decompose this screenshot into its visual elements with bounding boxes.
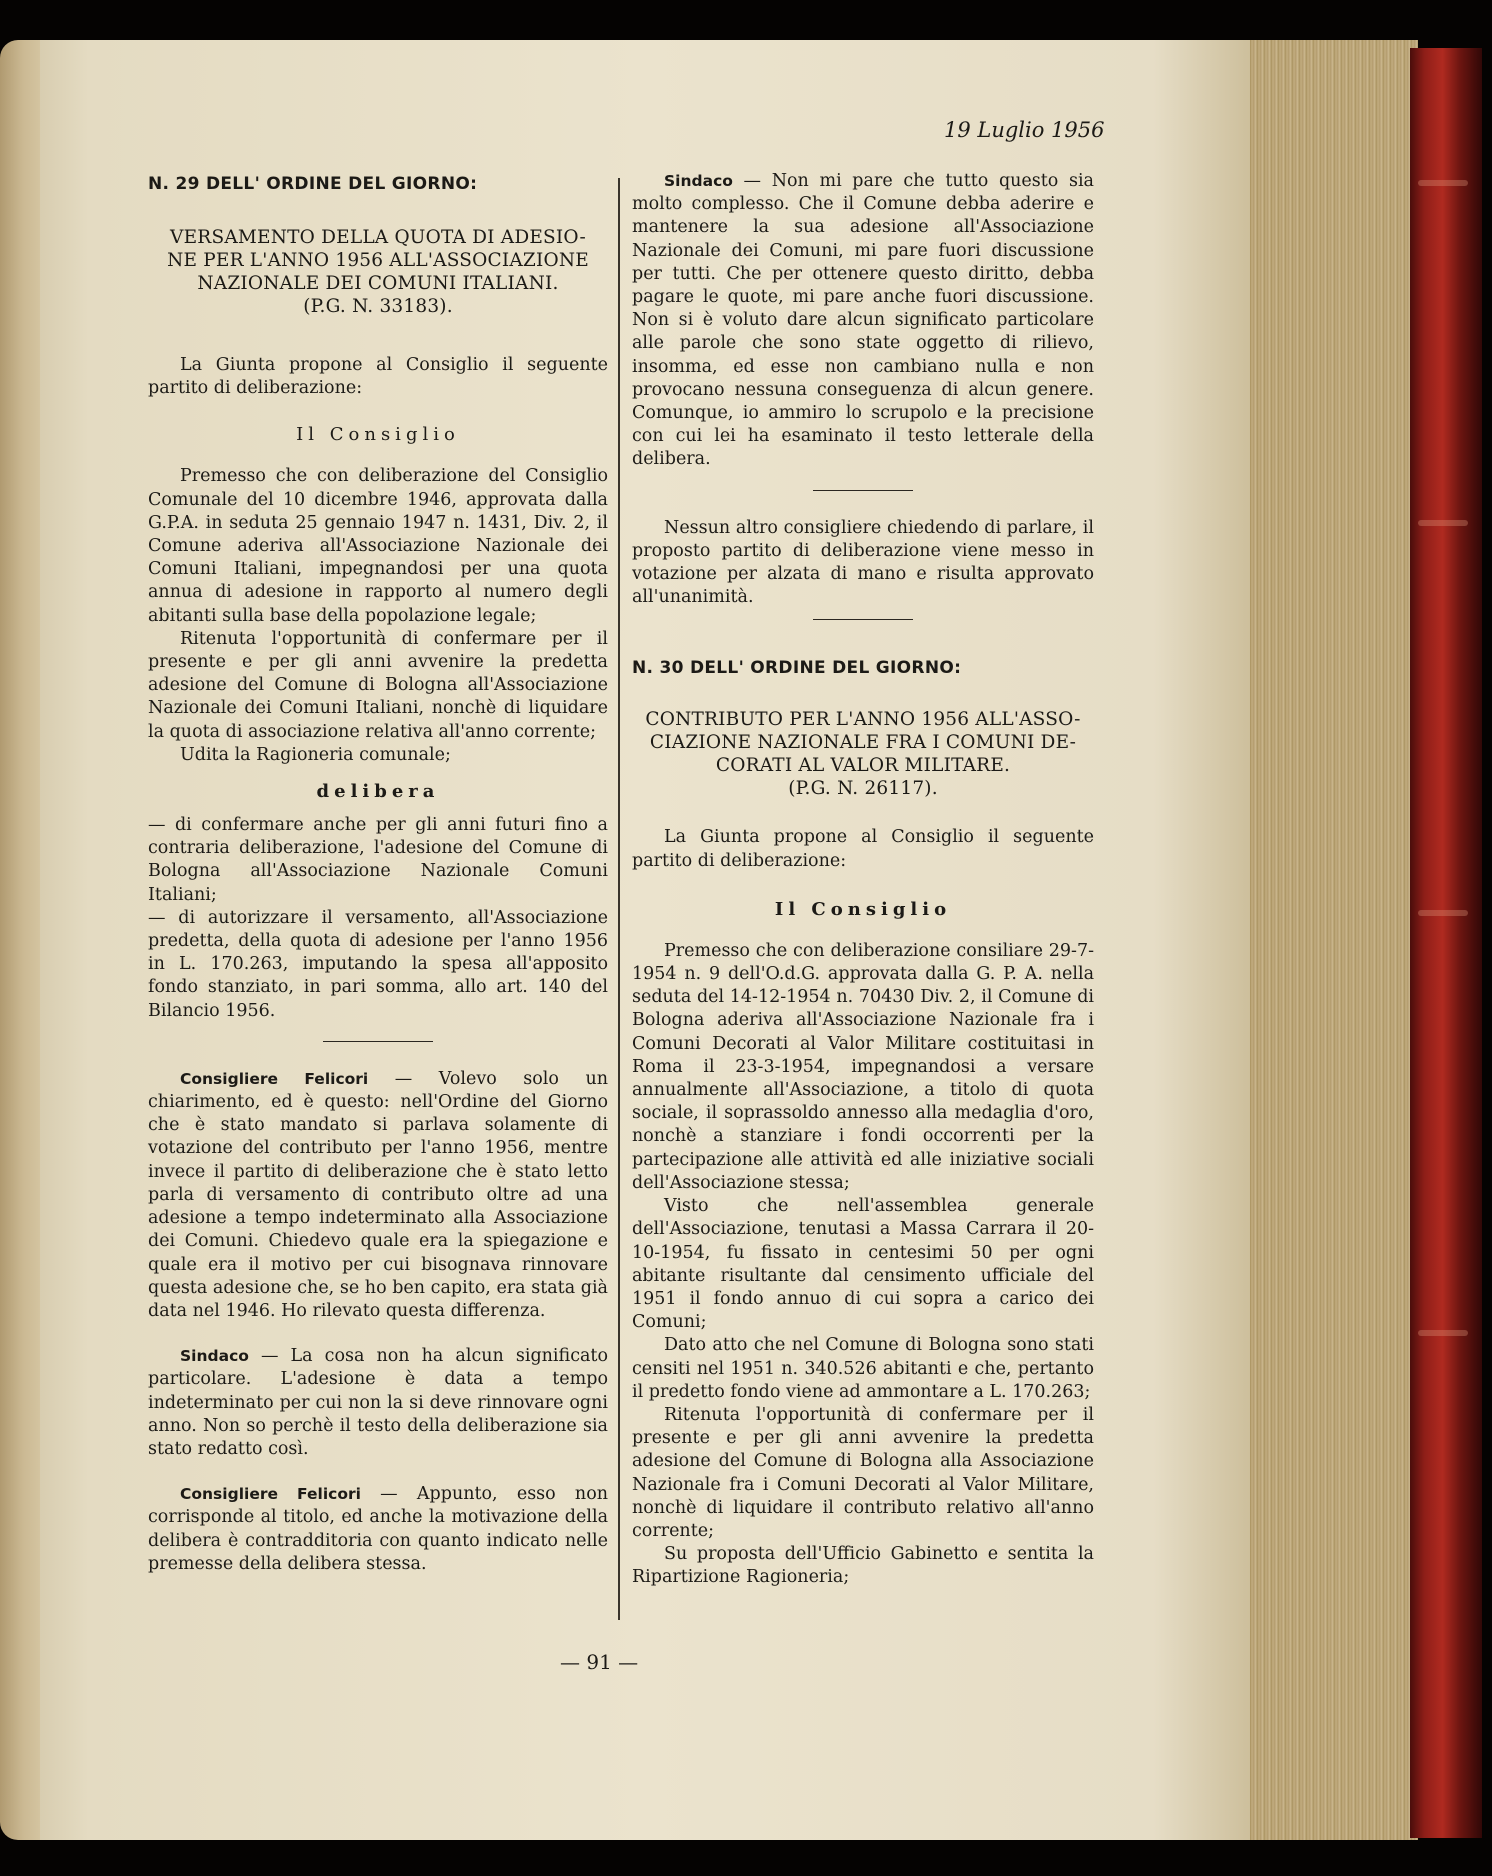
marbling-streak (1418, 520, 1468, 526)
title-line: CORATI AL VALOR MILITARE. (715, 755, 1011, 777)
proposta-paragraph: Su proposta dell'Ufficio Gabinetto e sentita la Ripartizione Ragioneria; (632, 1544, 1094, 1588)
item-heading-29: N. 29 DELL' ORDINE DEL GIORNO: (148, 174, 478, 194)
visto-paragraph: Visto che nell'assemblea generale dell'Associazione, tenutasi a Massa Carrara il 20-10-1954, fu fissato in centesimi 50 per ogni abitante risultante dal censimento ufficiale del 1951 il fondo annuo di cui sopra a carico dei Comuni; (632, 1196, 1094, 1333)
title-line: CONTRIBUTO PER L'ANNO 1956 ALL'ASSO- (645, 709, 1081, 731)
title-line: (P.G. N. 33183). (303, 296, 453, 317)
delibera-point-2: — di autorizzare il versamento, all'Associazione predetta, della quota di adesione per l'anno 1956 in L. 170.263, imputando la spesa all'apposito fondo stanziato, in pari somma, allo art. 140 del Bilancio 1956. (148, 907, 608, 1021)
vote-paragraph: Nessun altro consigliere chiedendo di parlare, il proposto partito di deliberazione viene messo in votazione per alzata di mano e risulta approvato all'unanimità. (632, 517, 1094, 608)
section-rule (323, 1041, 433, 1042)
left-column (148, 170, 608, 1576)
council-heading: Il Consiglio (774, 898, 952, 920)
udita-paragraph: Udita la Ragioneria comunale; (180, 744, 451, 765)
statement-text: — Volevo solo un chiarimento, ed è questo: nell'Ordine del Giorno che è stato mandato si parlava solamente di votazione del contributo per l'anno 1956, mentre invece il partito di deliberazione che è stato letto parla di versamento di contributo oltre ad una adesione a tempo indeterminato alla Associazione dei Comuni. Chiedevo quale era la spiegazione e quale era il motivo per cui bisognava rinnovare questa adesione che, se ho ben capito, era stata già data nel 1946. Ho rilevato questa differenza. (148, 1068, 608, 1321)
premesso-paragraph: Premesso che con deliberazione consiliare 29-7-1954 n. 9 dell'O.d.G. approvata dalla G. P. A. nella seduta del 14-12-1954 n. 70430 Div. 2, il Comune di Bologna aderiva all'Associazione Nazionale fra i Comuni Decorati al Valor Militare costituitasi in Roma il 23-3-1954, impegnandosi a versare annualmente all'Associazione, a titolo di quota sociale, il soprassoldo annesso alla medaglia d'oro, nonchè a stanziare i fondi occorrenti per la partecipazione alle attività ed alle iniziative sociali dell'Associazione stessa; (632, 940, 1094, 1193)
title-line: NE PER L'ANNO 1956 ALL'ASSOCIAZIONE (167, 250, 589, 271)
right-column (632, 170, 1094, 1590)
item-heading-30: N. 30 DELL' ORDINE DEL GIORNO: (632, 658, 962, 679)
premesso-paragraph: Premesso che con deliberazione del Consiglio Comunale del 10 dicembre 1946, approvata dalla G.P.A. in seduta 25 gennaio 1947 n. 1431, Div. 2, il Comune aderiva all'Associazione Nazionale dei Comuni Italiani, impegnandosi per una quota annua di adesione in rapporto al numero degli abitanti sulla base della popolazione legale; (148, 466, 608, 626)
statement-text: — Non mi pare che tutto questo sia molto complesso. Che il Comune debba aderire e mantenere la sua adesione all'Associazione Nazionale dei Comuni, mi pare fuori discussione per tutti. Che per ottenere questo diritto, debba pagare le quote, mi pare anche fuori discussione. Non si è voluto dare alcun significato particolare alle parole che sono state oggetto di rilievo, insomma, ed esse non cambiano nulla e non provocano nessuna conseguenza di alcun genere. Comunque, io ammiro lo scrupolo e la precisione con cui lei ha esaminato il testo letterale della delibera. (632, 171, 1094, 470)
ritenuta-paragraph: Ritenuta l'opportunità di confermare per il presente e per gli anni avvenire la predetta adesione del Comune di Bologna all'Associazione Nazionale dei Comuni Italiani, nonchè di liquidare la quota di associazione relativa all'anno corrente; (148, 628, 608, 742)
giunta-intro: La Giunta propone al Consiglio il seguente partito di deliberazione: (632, 827, 1094, 871)
item-title-30 (632, 708, 1094, 800)
council-heading: Il Consiglio (296, 424, 460, 446)
dato-atto-paragraph: Dato atto che nel Comune di Bologna sono stati censiti nel 1951 n. 340.526 abitanti e che, pertanto il predetto fondo viene ad ammontare a L. 170.263; (632, 1335, 1094, 1402)
sindaco-statement-2 (632, 170, 1094, 472)
felicori-statement-1 (148, 1068, 608, 1323)
marbling-streak (1418, 180, 1468, 186)
title-line: (P.G. N. 26117). (788, 778, 938, 800)
title-line: CIAZIONE NAZIONALE FRA I COMUNI DE- (649, 732, 1077, 754)
page-number: — 91 — (560, 1650, 639, 1674)
section-rule (813, 490, 913, 491)
statement-text: — La cosa non ha alcun significato particolare. L'adesione è data a tempo indeterminato per cui non la si deve rinnovare ogni anno. Non so perchè il testo della deliberazione sia stato redatto così. (148, 1346, 608, 1459)
speaker-name: Consigliere Felicori (180, 1069, 369, 1088)
marbling-streak (1418, 1330, 1468, 1336)
delibera-heading: delibera (316, 781, 440, 803)
ritenuta-paragraph: Ritenuta l'opportunità di confermare per il presente e per gli anni avvenire la predetta adesione del Comune di Bologna alla Associazione Nazionale fra i Comuni Decorati al Valor Militare, nonchè di liquidare il contributo relativo all'anno corrente; (632, 1404, 1094, 1541)
page-stack-edge (1240, 40, 1418, 1840)
speaker-name: Consigliere Felicori (180, 1485, 361, 1504)
giunta-intro: La Giunta propone al Consiglio il seguente partito di deliberazione: (148, 355, 608, 399)
statement-text: — Appunto, esso non corrisponde al titolo, ed anche la motivazione della delibera è contradditoria con quanto indicato nelle premesse della delibera stessa. (148, 1484, 609, 1574)
felicori-statement-2 (148, 1483, 608, 1576)
item-title-29 (148, 226, 608, 318)
red-binding-cover (1410, 48, 1482, 1838)
marbling-streak (1418, 910, 1468, 916)
column-divider (618, 178, 620, 1620)
section-rule (813, 619, 913, 620)
speaker-name: Sindaco (664, 172, 733, 190)
title-line: VERSAMENTO DELLA QUOTA DI ADESIO- (170, 227, 586, 248)
page-date: 19 Luglio 1956 (944, 118, 1105, 142)
speaker-name: Sindaco (180, 1347, 249, 1366)
sindaco-statement-1 (148, 1345, 608, 1461)
delibera-point-1: — di confermare anche per gli anni futuri fino a contraria deliberazione, l'adesione del Comune di Bologna all'Associazione Nazionale Comuni Italiani; (148, 815, 608, 905)
title-line: NAZIONALE DEI COMUNI ITALIANI. (197, 273, 559, 294)
